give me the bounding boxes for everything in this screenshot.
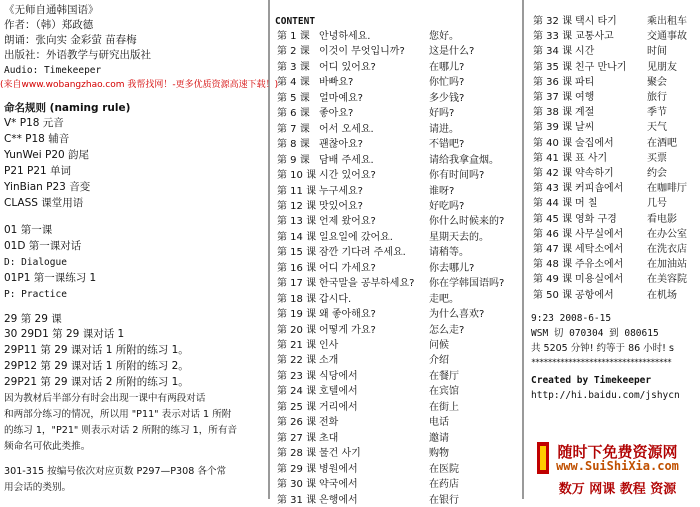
lesson-korean: 맛있어요? [319, 200, 363, 212]
lesson-number: 第 18 课 [277, 293, 317, 305]
stars-divider: ********************************** [531, 358, 671, 368]
lesson-korean: 어디 가세요? [319, 262, 376, 274]
lesson-korean: 교통사고 [575, 31, 614, 43]
lesson-chinese: 这是什么? [429, 46, 475, 58]
lesson-row [533, 45, 667, 58]
lesson-chinese: 在宾馆 [429, 386, 459, 398]
lesson-row [277, 370, 459, 383]
lesson-korean: 은행에서 [319, 494, 358, 506]
explanation-line: 因为教材后半部分有时会出现一课中有两段对话 [4, 393, 206, 404]
explanation-line: 频命名可依此类推。 [4, 441, 91, 452]
lesson-number: 第 39 课 [533, 122, 573, 134]
example-item: P: Practice [4, 289, 67, 300]
example-item: 01P1 第一课练习 1 [4, 272, 97, 284]
lesson-chinese: 星期天去的。 [429, 231, 489, 243]
lesson-chinese: 在咖啡厅 [647, 183, 687, 195]
lesson-row [533, 243, 687, 256]
lesson-row [533, 228, 687, 241]
lesson-row [533, 91, 667, 104]
left-column [0, 0, 279, 499]
watermark-tagline: 数万 网课 教程 资源 [558, 482, 677, 497]
lesson-number: 第 21 课 [277, 340, 317, 351]
lesson-chinese: 请给我拿盒烟。 [429, 154, 499, 166]
lesson-row [277, 215, 505, 228]
lesson-number: 第 50 课 [533, 289, 573, 301]
lesson-korean: 바빠요? [319, 77, 354, 89]
lesson-korean: 친구 만나기 [575, 61, 627, 73]
lesson-korean: 얼마예요? [319, 92, 363, 104]
lesson-number: 第 3 课 [277, 61, 310, 73]
lesson-row [277, 324, 465, 337]
lesson-row [277, 138, 465, 151]
lesson-row [277, 76, 465, 89]
lesson-chinese: 季节 [647, 107, 667, 119]
lesson-chinese: 在美容院 [647, 274, 687, 286]
lesson-number: 第 15 课 [277, 247, 317, 259]
lesson-row [277, 92, 465, 105]
example-item: 29P12 第 29 课对话 1 所附的练习 2。 [4, 360, 189, 372]
lesson-number: 第 33 课 [533, 31, 573, 43]
lesson-korean: 어서 오세요. [319, 123, 374, 135]
lesson-korean: 호텔에서 [319, 386, 358, 398]
lesson-chinese: 好吗? [429, 108, 455, 120]
lesson-number: 第 19 课 [277, 309, 317, 321]
lesson-number: 第 14 课 [277, 231, 317, 243]
lesson-number: 第 46 课 [533, 228, 573, 240]
lesson-number: 第 25 课 [277, 401, 317, 413]
lesson-chinese: 在哪儿? [429, 61, 465, 73]
lesson-chinese: 你去哪儿? [429, 262, 475, 274]
lesson-number: 第 41 课 [533, 152, 573, 164]
lesson-row [533, 167, 667, 180]
lesson-chinese: 交通事故 [647, 31, 687, 43]
lesson-chinese: 问候 [429, 340, 449, 351]
lesson-chinese: 在医院 [429, 463, 459, 475]
column-divider [268, 0, 270, 499]
lesson-korean: 약속하기 [575, 168, 614, 179]
lesson-chinese: 为什么喜欢? [429, 309, 485, 321]
example-item: 01D 第一课对话 [4, 240, 82, 252]
lesson-chinese: 你有时间吗? [429, 170, 485, 182]
lesson-number: 第 37 课 [533, 92, 573, 103]
lesson-row [533, 121, 667, 134]
lesson-number: 第 20 课 [277, 324, 317, 336]
lesson-korean: 공항에서 [575, 289, 614, 301]
lesson-korean: 왜 좋아해요? [319, 309, 376, 321]
lesson-korean: 어디 있어요? [319, 61, 376, 73]
lesson-chinese: 请进。 [429, 123, 459, 135]
lesson-row [277, 30, 459, 43]
lesson-korean: 병원에서 [319, 463, 358, 475]
lesson-chinese: 介绍 [429, 355, 449, 367]
example-item: 29P11 第 29 课对话 1 所附的练习 1。 [4, 344, 189, 356]
footer-line: 用会话的类别。 [4, 482, 72, 493]
lesson-number: 第 44 课 [533, 198, 573, 210]
lesson-row [533, 152, 667, 165]
lesson-number: 第 29 课 [277, 463, 317, 475]
rule-item: P21 P21 单词 [4, 165, 72, 177]
lesson-korean: 식당에서 [319, 370, 358, 382]
lesson-number: 第 13 课 [277, 216, 317, 228]
lesson-row [277, 494, 459, 507]
lesson-korean: 파티 [575, 76, 595, 88]
lesson-number: 第 23 课 [277, 370, 317, 382]
lesson-chinese: 在办公室 [647, 228, 687, 240]
lesson-number: 第 49 课 [533, 274, 573, 286]
lesson-korean: 시간 [575, 46, 595, 58]
lesson-row [277, 107, 455, 120]
lesson-row [277, 185, 455, 198]
lesson-number: 第 22 课 [277, 355, 317, 367]
lesson-row [277, 169, 485, 182]
lesson-chinese: 你在学韩国语吗? [429, 278, 505, 290]
rule-item: YunWei P20 韵尾 [4, 149, 90, 161]
lesson-row [277, 123, 459, 136]
lesson-korean: 물건 사기 [319, 448, 361, 460]
lesson-chinese: 谁呀? [429, 185, 455, 197]
lesson-row [277, 478, 459, 491]
lesson-korean: 갑시다. [319, 293, 352, 305]
lesson-number: 第 43 课 [533, 183, 573, 195]
total-line: 共 5205 分钟! 约等于 86 小时! s [531, 343, 674, 354]
lesson-row [533, 61, 677, 74]
lesson-korean: 술집에서 [575, 137, 614, 149]
audio-credit: Audio: Timekeeper [4, 65, 102, 76]
lesson-chinese: 您好。 [429, 31, 459, 42]
lesson-chinese: 旅行 [647, 92, 667, 103]
lesson-korean: 어떻게 가요? [319, 324, 376, 336]
lesson-chinese: 在餐厅 [429, 370, 459, 382]
lesson-row [277, 432, 449, 445]
lesson-row [277, 463, 459, 476]
example-item: 01 第一课 [4, 224, 53, 236]
explanation-line: 的练习 1，"P21" 则表示对话 2 所附的练习 1，所有音 [4, 425, 238, 436]
lesson-row [533, 273, 687, 286]
lesson-korean: 계절 [575, 107, 595, 119]
example-item: 30 29D1 第 29 课对话 1 [4, 328, 125, 340]
lesson-korean: 한국말을 공부하세요? [319, 278, 415, 290]
lesson-number: 第 30 课 [277, 479, 317, 491]
lesson-korean: 언제 왔어요? [319, 216, 376, 228]
lesson-korean: 여행 [575, 92, 595, 103]
lesson-row [277, 416, 449, 429]
lesson-number: 第 26 课 [277, 417, 317, 429]
example-item: 29P21 第 29 课对话 2 所附的练习 1。 [4, 376, 189, 388]
lesson-chinese: 不错吧? [429, 139, 465, 151]
lesson-chinese: 购物 [429, 448, 449, 460]
lesson-chinese: 时间 [647, 46, 667, 58]
lesson-row [533, 213, 677, 226]
lesson-row [277, 385, 459, 398]
lesson-number: 第 24 课 [277, 386, 317, 398]
lesson-chinese: 请稍等。 [429, 247, 469, 259]
lesson-korean: 담배 주세요. [319, 154, 374, 166]
lesson-korean: 세탁소에서 [575, 244, 624, 255]
lesson-chinese: 天气 [647, 122, 667, 134]
lesson-number: 第 2 课 [277, 46, 310, 58]
lesson-row [533, 30, 687, 43]
right-column [527, 0, 700, 499]
lesson-korean: 초대 [319, 432, 339, 444]
naming-rule-title: 命名规则 (naming rule) [4, 102, 131, 114]
lesson-row [277, 45, 475, 58]
lesson-number: 第 11 课 [277, 185, 317, 197]
lesson-row [277, 354, 449, 367]
lesson-row [533, 182, 687, 195]
lesson-chinese: 在酒吧 [647, 137, 677, 149]
lesson-number: 第 38 课 [533, 107, 573, 119]
watermark-title: 随时下免费资源网 [557, 443, 678, 461]
lesson-row [277, 293, 459, 306]
lesson-chinese: 聚会 [647, 76, 667, 88]
lesson-chinese: 几号 [647, 198, 667, 210]
lesson-row [277, 401, 459, 414]
wsm-line: WSM 切 070304 到 080615 [531, 328, 659, 339]
lesson-row [533, 258, 687, 271]
lesson-korean: 잠깐 기다려 주세요. [319, 247, 406, 259]
lesson-korean: 인사 [319, 340, 339, 351]
lesson-row [277, 231, 489, 244]
lesson-row [277, 339, 449, 352]
book-title: 《无师自通韩国语》 [4, 4, 99, 16]
lesson-korean: 일요일에 갔어요. [319, 231, 393, 243]
lesson-number: 第 36 课 [533, 76, 573, 88]
lesson-chinese: 乘出租车 [647, 16, 687, 27]
rule-item: YinBian P23 音变 [4, 181, 91, 193]
lesson-row [533, 197, 667, 210]
example-item: 29 第 29 课 [4, 313, 62, 325]
timestamp: 9:23 2008-6-15 [531, 313, 612, 324]
lesson-korean: 표 사기 [575, 152, 608, 164]
lesson-chinese: 走吧。 [429, 293, 459, 305]
lesson-number: 第 45 课 [533, 213, 573, 225]
lesson-number: 第 27 课 [277, 432, 317, 444]
lesson-korean: 좋아요? [319, 108, 354, 120]
watermark-url: www.SuiShiXia.com [556, 459, 679, 473]
lesson-number: 第 8 课 [277, 139, 310, 151]
rule-item: V* P18 元音 [4, 117, 64, 129]
lesson-korean: 약국에서 [319, 479, 358, 491]
lesson-row [277, 200, 465, 213]
lesson-row [277, 154, 499, 167]
lesson-korean: 소개 [319, 355, 339, 367]
lesson-number: 第 5 课 [277, 92, 310, 104]
lesson-chinese: 在药店 [429, 479, 459, 491]
lesson-number: 第 40 课 [533, 137, 573, 149]
lesson-row [277, 447, 449, 460]
lesson-chinese: 你忙吗? [429, 77, 465, 89]
lesson-korean: 날씨 [575, 122, 595, 134]
lesson-korean: 커피숍에서 [575, 183, 624, 195]
lesson-number: 第 7 课 [277, 123, 310, 135]
lesson-number: 第 31 课 [277, 494, 317, 506]
publisher-line: 出版社：外语教学与研究出版社 [4, 49, 151, 61]
content-heading: CONTENT [275, 16, 316, 27]
author-line: 作者：（韩）郑政德 [4, 19, 94, 31]
lesson-korean: 이것이 무엇입니까? [319, 46, 405, 58]
lesson-korean: 괜찮아요? [319, 139, 363, 151]
lesson-korean: 누구세요? [319, 185, 363, 197]
rule-item: CLASS 课堂用语 [4, 197, 84, 209]
lesson-row [277, 277, 505, 290]
lesson-number: 第 9 课 [277, 154, 310, 166]
lesson-chinese: 在洗衣店 [647, 244, 687, 255]
lesson-number: 第 47 课 [533, 244, 573, 255]
footer-line: 301-315 按编号依次对应页数 P297—P308 各个常 [4, 466, 227, 477]
lesson-row [277, 61, 465, 74]
lesson-chinese: 看电影 [647, 213, 677, 225]
lesson-number: 第 6 课 [277, 108, 310, 120]
lesson-number: 第 48 课 [533, 259, 573, 271]
created-by: Created by Timekeeper [531, 375, 652, 386]
lesson-number: 第 4 课 [277, 77, 310, 89]
lesson-korean: 머 칠 [575, 198, 598, 210]
lesson-chinese: 见朋友 [647, 61, 677, 73]
lesson-number: 第 35 课 [533, 61, 573, 73]
lesson-chinese: 你什么时候来的? [429, 216, 505, 228]
lesson-number: 第 16 课 [277, 262, 317, 274]
lesson-korean: 시간 있어요? [319, 170, 376, 182]
lesson-row [533, 289, 677, 302]
lesson-row [277, 262, 475, 275]
lesson-row [533, 15, 687, 28]
lesson-number: 第 17 课 [277, 278, 317, 290]
lesson-row [533, 137, 677, 150]
lesson-chinese: 多少钱? [429, 92, 465, 104]
lesson-row [277, 308, 485, 321]
lesson-number: 第 34 课 [533, 46, 573, 58]
lesson-number: 第 12 课 [277, 200, 317, 212]
lesson-number: 第 42 课 [533, 168, 573, 179]
lesson-number: 第 1 课 [277, 31, 310, 42]
lesson-chinese: 好吃吗? [429, 200, 465, 212]
lesson-row [533, 76, 667, 89]
lesson-row [533, 106, 667, 119]
lesson-korean: 전화 [319, 417, 339, 429]
lesson-chinese: 电话 [429, 417, 449, 429]
example-item: D: Dialogue [4, 257, 67, 268]
lesson-korean: 미용실에서 [575, 274, 624, 286]
lesson-korean: 택시 타기 [575, 16, 617, 27]
lesson-row [277, 246, 469, 259]
explanation-line: 和两部分练习的情况，所以用 "P11" 表示对话 1 所附 [4, 409, 232, 420]
author-url[interactable]: http://hi.baidu.com/jshycn [531, 390, 680, 401]
middle-column [271, 0, 521, 506]
lesson-chinese: 在街上 [429, 401, 459, 413]
lesson-number: 第 10 课 [277, 170, 317, 182]
lesson-chinese: 买票 [647, 152, 667, 164]
rule-item: C** P18 辅音 [4, 133, 70, 145]
lesson-korean: 주유소에서 [575, 259, 624, 271]
lesson-chinese: 怎么走? [429, 324, 465, 336]
readers-line: 朗诵：张向实 金彩萤 苗春梅 [4, 34, 137, 46]
lesson-chinese: 在机场 [647, 289, 677, 301]
column-divider [522, 0, 524, 499]
lesson-korean: 사무실에서 [575, 228, 624, 240]
lesson-korean: 영화 구경 [575, 213, 617, 225]
lesson-chinese: 约会 [647, 168, 667, 179]
lesson-chinese: 在银行 [429, 494, 459, 506]
lesson-number: 第 28 课 [277, 448, 317, 460]
lesson-chinese: 邀请 [429, 432, 449, 444]
lesson-chinese: 在加油站 [647, 259, 687, 271]
lesson-korean: 안녕하세요. [319, 31, 371, 42]
promo-link[interactable]: (来自www.wobangzhao.com 我帮找网！-更多优质资源高速下载！) [0, 80, 279, 90]
lesson-korean: 거리에서 [319, 401, 358, 413]
lesson-number: 第 32 课 [533, 16, 573, 27]
